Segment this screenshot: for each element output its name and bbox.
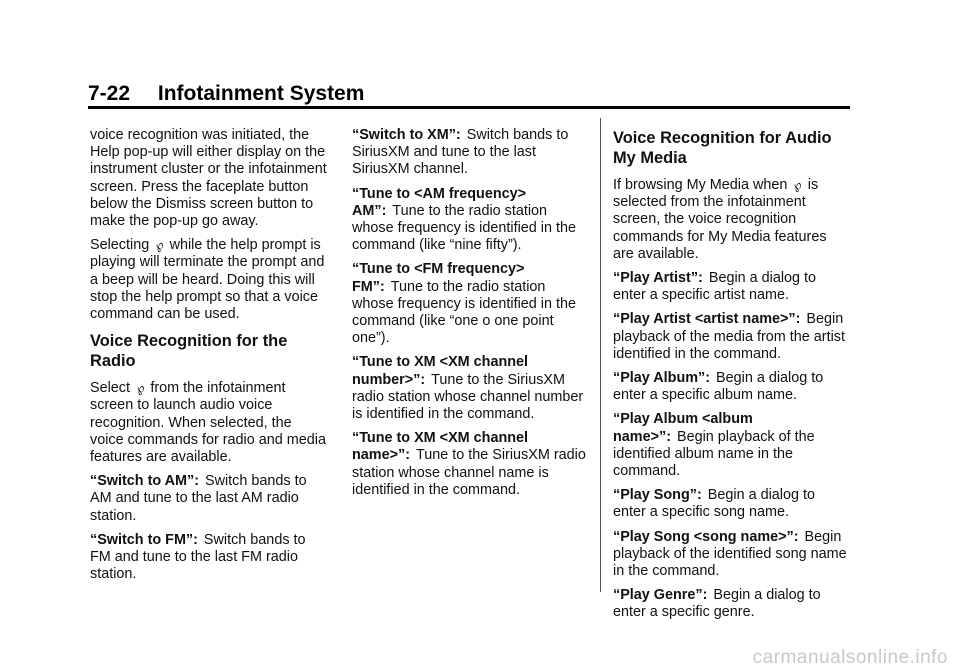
- command-entry: [613, 487, 851, 521]
- command-description: Begin playback of the media from the artist identified in the command.: [613, 311, 845, 362]
- command-description: Switch bands to AM and tune to the last AM radio station.: [90, 473, 307, 524]
- command-entry: [352, 127, 590, 179]
- section-heading: Voice Recognition for Audio My Media: [613, 129, 832, 167]
- command-description: Begin a dialog to enter a specific song name.: [613, 487, 815, 521]
- command-description: Begin playback of the identified album name in the command.: [613, 428, 815, 480]
- voice-recognition-icon: ℘: [133, 380, 147, 397]
- command-entry: [613, 311, 851, 363]
- command-entry: [90, 473, 328, 525]
- column-divider: [600, 118, 601, 592]
- page-header: [88, 82, 364, 106]
- command-term: “Switch to FM”:: [90, 531, 198, 548]
- command-entry: [613, 270, 851, 304]
- command-term: “Tune to <AM frequency> AM”:: [352, 185, 527, 219]
- paragraph: voice recognition was initiated, the Help pop-up will either display on the instrument cluster or the infotainment screen. Press the faceplate button below the Dismiss screen button to make the pop-up go away.: [90, 127, 327, 230]
- command-entry: [352, 354, 590, 423]
- command-entry: [352, 261, 590, 347]
- command-term: “Switch to XM”:: [352, 127, 461, 143]
- command-term: “Play Album”:: [613, 370, 711, 387]
- command-description: Begin a dialog to enter a specific artist name.: [613, 270, 817, 304]
- command-description: Tune to the SiriusXM radio station whose channel name is identified in the command.: [352, 447, 586, 498]
- command-entry: [90, 532, 328, 584]
- command-term: “Play Artist <artist name>”:: [613, 311, 801, 328]
- voice-recognition-icon: ℘: [152, 237, 166, 254]
- command-term: “Play Song <song name>”:: [613, 528, 799, 545]
- command-description: Tune to the radio station whose frequency is identified in the command (like “nine fifty”).: [352, 202, 576, 254]
- command-term: “Play Album <album name>”:: [613, 411, 753, 445]
- command-term: “Play Song”:: [613, 487, 702, 504]
- header-rule: [88, 106, 850, 109]
- command-entry: [613, 529, 851, 581]
- command-term: “Tune to <FM frequency> FM”:: [352, 261, 525, 295]
- command-description: Switch bands to SiriusXM and tune to the last SiriusXM channel.: [352, 127, 569, 178]
- command-term: “Tune to XM <XM channel number>”:: [352, 354, 529, 388]
- command-term: “Play Genre”:: [613, 587, 708, 604]
- column-2: [352, 127, 590, 506]
- paragraph: Select ℘ from the infotainment screen to launch audio voice recognition. When selected, the voice commands for radio and media features are available.: [90, 380, 326, 466]
- command-description: Begin playback of the identified song name in the command.: [613, 528, 847, 580]
- command-description: Tune to the radio station whose frequency is identified in the command (like “one o one point one”).: [352, 278, 576, 347]
- command-entry: [352, 430, 590, 499]
- command-term: “Play Artist”:: [613, 270, 703, 287]
- page-number: 7-22: [88, 82, 131, 105]
- command-description: Begin a dialog to enter a specific album name.: [613, 370, 824, 404]
- column-3: [613, 127, 851, 629]
- watermark: carmanualsonline.info: [752, 647, 948, 668]
- paragraph: If browsing My Media when ℘ is selected from the infotainment screen, the voice recognition commands for My Media features are available.: [613, 176, 827, 262]
- command-entry: [352, 186, 590, 255]
- paragraph: Selecting ℘ while the help prompt is playing will terminate the prompt and a beep will be heard. Doing this will stop the help prompt so that a voice command can be used.: [90, 237, 325, 323]
- command-term: “Tune to XM <XM channel name>”:: [352, 430, 529, 464]
- command-description: Tune to the SiriusXM radio station whose channel number is identified in the command.: [352, 371, 584, 423]
- command-entry: [613, 587, 851, 621]
- command-term: “Switch to AM”:: [90, 473, 199, 490]
- column-1: [90, 127, 328, 590]
- command-description: Switch bands to FM and tune to the last FM radio station.: [90, 531, 306, 583]
- command-description: Begin a dialog to enter a specific genre.: [613, 587, 821, 621]
- section-title: Infotainment System: [157, 82, 365, 105]
- command-entry: [613, 370, 851, 404]
- command-entry: [613, 411, 851, 480]
- section-heading: Voice Recognition for the Radio: [90, 332, 288, 371]
- voice-recognition-icon: ℘: [790, 176, 805, 194]
